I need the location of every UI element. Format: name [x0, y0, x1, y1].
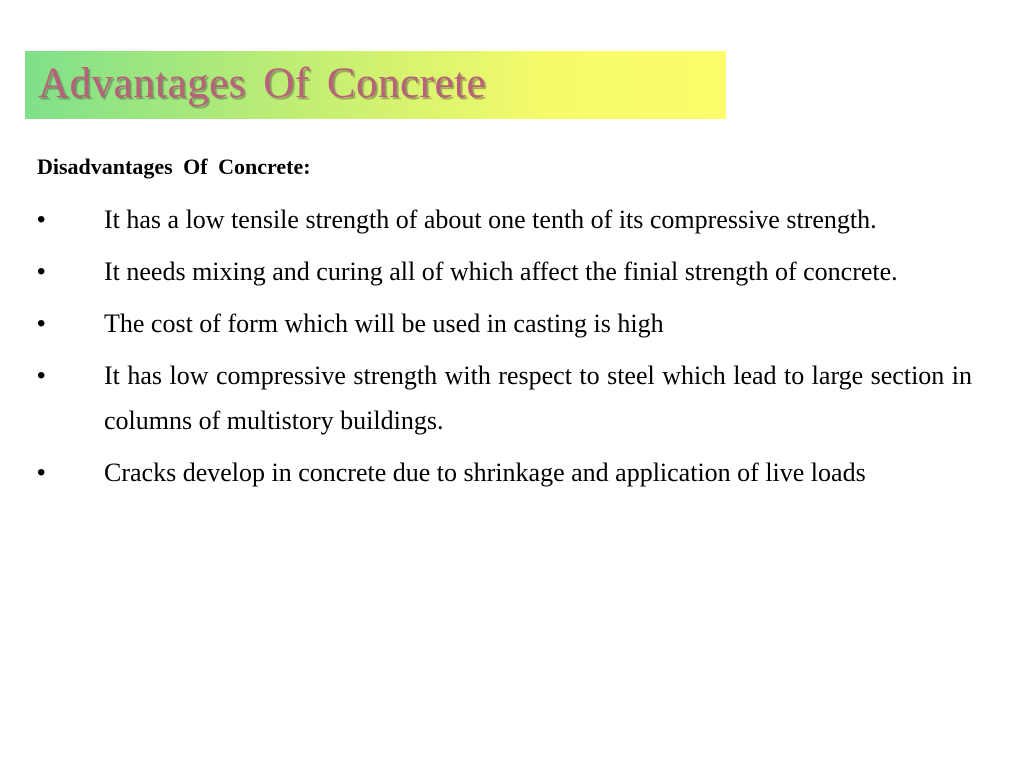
bullet-item — [37, 353, 972, 443]
bullet-icon: • — [37, 362, 46, 389]
bullet-text: The cost of form which will be used in casting is high — [104, 309, 664, 338]
bullet-text: It has low compressive strength with respect to steel which lead to large section in columns of multistory buildings. — [104, 361, 972, 435]
bullet-item — [37, 249, 972, 294]
bullet-icon: • — [37, 459, 46, 486]
bullet-text: It needs mixing and curing all of which affect the finial strength of concrete. — [104, 257, 898, 286]
bullet-icon: • — [37, 206, 46, 233]
bullet-item — [37, 450, 972, 495]
bullet-text: It has a low tensile strength of about one tenth of its compressive strength. — [104, 205, 877, 234]
bullet-list — [37, 197, 972, 502]
slide-title: Advantages Of Concrete — [38, 60, 487, 107]
bullet-icon: • — [37, 258, 46, 285]
section-subheading: Disadvantages Of Concrete: — [37, 154, 311, 179]
bullet-item — [37, 301, 972, 346]
title-banner — [25, 51, 726, 119]
bullet-icon: • — [37, 310, 46, 337]
bullet-text: Cracks develop in concrete due to shrinkage and application of live loads — [104, 458, 866, 487]
bullet-item — [37, 197, 972, 242]
